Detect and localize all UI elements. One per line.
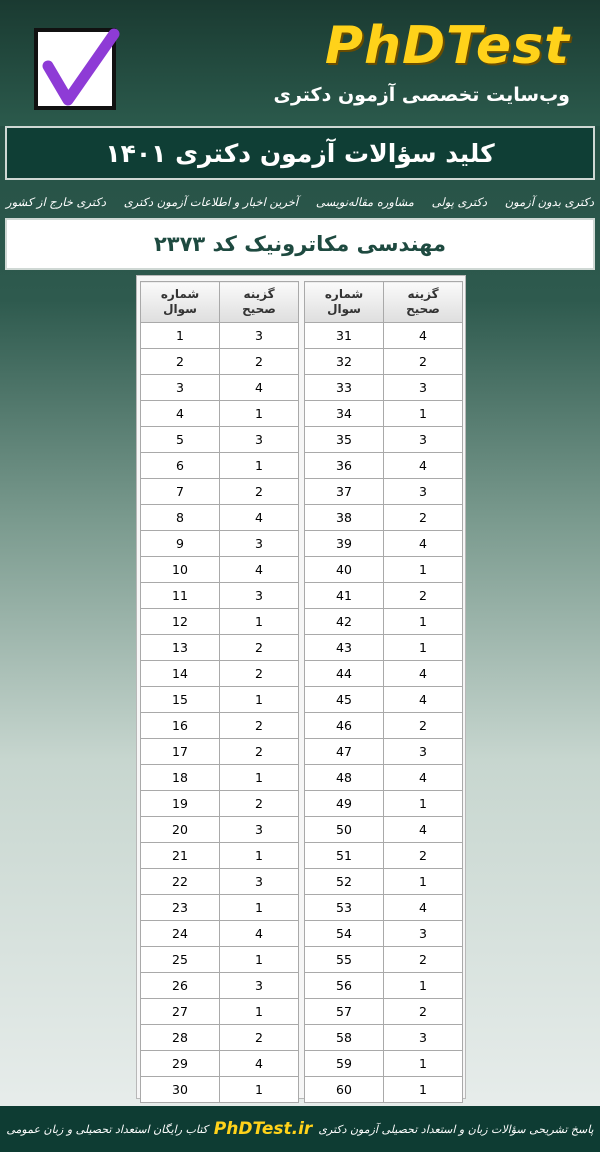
table-row [305,427,463,453]
question-number-cell: 11 [141,583,220,609]
correct-option-cell: 4 [384,817,463,843]
correct-option-cell: 1 [220,895,299,921]
table-row [141,973,299,999]
table-row [305,401,463,427]
correct-option-cell: 1 [220,765,299,791]
correct-option-cell: 4 [220,921,299,947]
table-row [305,895,463,921]
brand-name[interactable]: PhDTest [324,16,570,76]
table-row [141,921,299,947]
question-number-cell: 13 [141,635,220,661]
question-number-cell: 38 [305,505,384,531]
correct-option-cell: 3 [220,323,299,349]
question-number-cell: 24 [141,921,220,947]
question-number-cell: 16 [141,713,220,739]
correct-option-cell: 1 [220,843,299,869]
question-number-cell: 15 [141,687,220,713]
question-number-cell: 29 [141,1051,220,1077]
correct-option-cell: 4 [220,1051,299,1077]
brand-tagline: وب‌سایت تخصصی آزمون دکتری [273,84,570,106]
question-number-cell: 32 [305,349,384,375]
header-answer-line2: صحیح [406,302,440,316]
question-number-cell: 9 [141,531,220,557]
nav-link-article-consulting[interactable]: مشاوره مقاله‌نویسی [315,195,414,209]
header-question-line1: شماره [324,287,364,301]
question-number-cell: 25 [141,947,220,973]
question-number-cell: 1 [141,323,220,349]
correct-option-cell: 1 [384,869,463,895]
question-number-cell: 35 [305,427,384,453]
correct-option-cell: 2 [220,791,299,817]
answer-table-left-body [141,323,299,1103]
question-number-cell: 48 [305,765,384,791]
nav-link-latest-news[interactable]: آخرین اخبار و اطلاعات آزمون دکتری [123,195,299,209]
correct-option-cell: 4 [384,765,463,791]
table-row [305,1051,463,1077]
table-row [141,895,299,921]
table-row [141,583,299,609]
question-number-cell: 26 [141,973,220,999]
correct-option-cell: 3 [384,479,463,505]
correct-option-cell: 3 [220,869,299,895]
table-row [141,557,299,583]
question-number-cell: 6 [141,453,220,479]
correct-option-cell: 2 [220,713,299,739]
table-row [141,843,299,869]
header-question-line2: سوال [163,302,197,316]
correct-option-cell: 3 [220,583,299,609]
correct-option-cell: 3 [384,427,463,453]
question-number-cell: 60 [305,1077,384,1103]
correct-option-cell: 2 [220,661,299,687]
nav-link-paid-phd[interactable]: دکتری پولی [431,195,487,209]
question-number-cell: 52 [305,869,384,895]
correct-option-cell: 3 [384,921,463,947]
table-row [141,609,299,635]
correct-option-cell: 2 [384,947,463,973]
question-number-cell: 4 [141,401,220,427]
correct-option-cell: 2 [220,635,299,661]
logo[interactable] [34,28,116,110]
table-row [305,453,463,479]
question-number-cell: 5 [141,427,220,453]
table-row [141,531,299,557]
table-row [305,323,463,349]
table-row [141,427,299,453]
question-number-cell: 31 [305,323,384,349]
nav-link-no-exam[interactable]: دکتری بدون آزمون [504,195,594,209]
question-number-cell: 30 [141,1077,220,1103]
correct-option-cell: 4 [220,375,299,401]
correct-option-cell: 1 [220,401,299,427]
table-row [305,713,463,739]
header-question-number [305,282,384,323]
question-number-cell: 21 [141,843,220,869]
question-number-cell: 53 [305,895,384,921]
table-row [305,999,463,1025]
footer-text-before: پاسخ تشریحی سؤالات زبان و استعداد تحصیلی آزمون دکتری [318,1122,594,1136]
table-row [305,635,463,661]
correct-option-cell: 3 [220,531,299,557]
table-row [305,505,463,531]
table-row [141,635,299,661]
question-number-cell: 56 [305,973,384,999]
correct-option-cell: 2 [384,713,463,739]
question-number-cell: 39 [305,531,384,557]
question-number-cell: 23 [141,895,220,921]
correct-option-cell: 2 [384,505,463,531]
table-row [141,791,299,817]
correct-option-cell: 4 [384,453,463,479]
nav-link-abroad[interactable]: دکتری خارج از کشور [6,195,106,209]
correct-option-cell: 1 [384,1077,463,1103]
header [0,0,600,126]
table-row [141,687,299,713]
question-number-cell: 10 [141,557,220,583]
correct-option-cell: 4 [384,687,463,713]
question-number-cell: 47 [305,739,384,765]
question-number-cell: 27 [141,999,220,1025]
correct-option-cell: 1 [384,791,463,817]
footer-text-after: کتاب رایگان استعداد تحصیلی و زبان عمومی [6,1122,208,1136]
answer-table-left-column [140,281,299,1103]
correct-option-cell: 2 [220,1025,299,1051]
table-row [141,401,299,427]
table-row [305,583,463,609]
answer-table-left [140,281,299,1103]
table-header-row [305,282,463,323]
correct-option-cell: 4 [384,531,463,557]
question-number-cell: 44 [305,661,384,687]
question-number-cell: 22 [141,869,220,895]
table-row [141,1051,299,1077]
correct-option-cell: 3 [220,973,299,999]
question-number-cell: 54 [305,921,384,947]
correct-option-cell: 4 [220,557,299,583]
correct-option-cell: 1 [220,453,299,479]
table-row [305,765,463,791]
question-number-cell: 45 [305,687,384,713]
correct-option-cell: 1 [220,609,299,635]
table-row [141,817,299,843]
question-number-cell: 18 [141,765,220,791]
question-number-cell: 28 [141,1025,220,1051]
table-row [305,973,463,999]
correct-option-cell: 4 [384,895,463,921]
checkmark-icon [38,14,120,114]
correct-option-cell: 2 [384,349,463,375]
table-row [305,843,463,869]
table-row [141,765,299,791]
question-number-cell: 41 [305,583,384,609]
question-number-cell: 14 [141,661,220,687]
question-number-cell: 59 [305,1051,384,1077]
correct-option-cell: 1 [384,635,463,661]
question-number-cell: 12 [141,609,220,635]
table-row [305,687,463,713]
table-row [305,479,463,505]
correct-option-cell: 3 [384,739,463,765]
table-row [141,739,299,765]
table-row [141,1077,299,1103]
header-question-line2: سوال [327,302,361,316]
correct-option-cell: 1 [384,973,463,999]
table-row [141,713,299,739]
correct-option-cell: 1 [384,557,463,583]
correct-option-cell: 2 [220,739,299,765]
correct-option-cell: 1 [220,999,299,1025]
correct-option-cell: 3 [384,375,463,401]
table-row [305,869,463,895]
question-number-cell: 34 [305,401,384,427]
correct-option-cell: 2 [384,583,463,609]
table-row [141,1025,299,1051]
table-row [141,947,299,973]
table-row [141,349,299,375]
table-row [141,661,299,687]
table-row [141,869,299,895]
table-row [305,349,463,375]
table-row [141,479,299,505]
table-row [305,1025,463,1051]
header-question-number [141,282,220,323]
table-row [305,531,463,557]
header-correct-option [384,282,463,323]
correct-option-cell: 4 [220,505,299,531]
correct-option-cell: 1 [384,1051,463,1077]
answer-key-panel [136,275,466,1099]
table-row [305,1077,463,1103]
question-number-cell: 33 [305,375,384,401]
question-number-cell: 43 [305,635,384,661]
header-answer-line2: صحیح [242,302,276,316]
answer-table-right-body [305,323,463,1103]
question-number-cell: 51 [305,843,384,869]
correct-option-cell: 3 [220,427,299,453]
question-number-cell: 58 [305,1025,384,1051]
page-title-bar [5,126,595,180]
answer-table-right-column [304,281,463,1103]
table-row [141,505,299,531]
table-row [305,947,463,973]
exam-subtitle: مهندسی مکاترونیک کد ۲۳۷۳ [153,232,447,256]
question-number-cell: 57 [305,999,384,1025]
table-row [305,921,463,947]
header-correct-option [220,282,299,323]
footer-banner[interactable] [0,1106,600,1152]
subtitle-bar [5,218,595,270]
correct-option-cell: 2 [220,479,299,505]
correct-option-cell: 3 [220,817,299,843]
question-number-cell: 7 [141,479,220,505]
question-number-cell: 42 [305,609,384,635]
question-number-cell: 55 [305,947,384,973]
nav-bar [0,188,600,216]
correct-option-cell: 1 [220,947,299,973]
table-row [305,609,463,635]
question-number-cell: 2 [141,349,220,375]
table-header-row [141,282,299,323]
correct-option-cell: 4 [384,661,463,687]
table-row [305,739,463,765]
correct-option-cell: 2 [384,843,463,869]
correct-option-cell: 3 [384,1025,463,1051]
correct-option-cell: 2 [220,349,299,375]
table-row [305,661,463,687]
question-number-cell: 20 [141,817,220,843]
question-number-cell: 36 [305,453,384,479]
table-row [141,323,299,349]
table-row [141,375,299,401]
table-row [305,817,463,843]
question-number-cell: 3 [141,375,220,401]
table-row [305,791,463,817]
question-number-cell: 49 [305,791,384,817]
question-number-cell: 40 [305,557,384,583]
correct-option-cell: 1 [384,401,463,427]
footer-site-link[interactable]: PhDTest.ir [213,1119,313,1139]
correct-option-cell: 1 [220,687,299,713]
question-number-cell: 8 [141,505,220,531]
table-row [305,375,463,401]
answer-table-right [304,281,463,1103]
question-number-cell: 46 [305,713,384,739]
question-number-cell: 50 [305,817,384,843]
header-question-line1: شماره [160,287,200,301]
header-answer-line1: گزینه [243,287,275,301]
table-row [141,453,299,479]
table-row [141,999,299,1025]
page-title: کلید سؤالات آزمون دکتری ۱۴۰۱ [105,138,495,168]
correct-option-cell: 2 [384,999,463,1025]
question-number-cell: 37 [305,479,384,505]
correct-option-cell: 1 [384,609,463,635]
correct-option-cell: 4 [384,323,463,349]
question-number-cell: 17 [141,739,220,765]
table-row [305,557,463,583]
correct-option-cell: 1 [220,1077,299,1103]
header-answer-line1: گزینه [407,287,439,301]
question-number-cell: 19 [141,791,220,817]
